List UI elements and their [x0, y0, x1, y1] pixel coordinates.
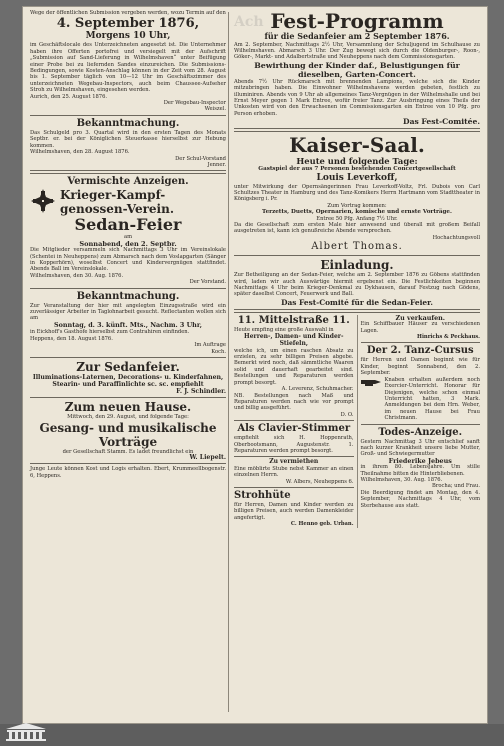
todes-anzeige-date: Wilhelmshaven, 30. Aug. 1876. [360, 476, 443, 483]
gesang-body: der Gesellschaft Stamm. Es ladet freundlichst ein [62, 448, 194, 455]
kaiser-saal-signer: Albert Thomas. [311, 241, 403, 253]
zur-sedanfeier-body: Illuminations-Laternen, Decorations- u. Kinderfahnen, Stearin- und Paraffinlichte sc. sc. empfiehlt [32, 374, 224, 389]
fest-programm-highlight: Bewirthung der Kinder daf., Belustigungen für dieselben, Garten-Concert. [254, 60, 460, 79]
bekanntmachung-2-name: Koch. [211, 348, 226, 355]
kaiser-saal-heute: Heute und folgende Tage: [296, 156, 418, 167]
tanz-cursus-title: Der 2. Tanz-Cursus [366, 345, 474, 357]
kaiser-saal-hochachtung: Hochachtungsvoll [432, 234, 480, 241]
fest-programm-body1: Am 2. September, Nachmittags 2½ Uhr, Versammlung der Schuljugend im Schulhause zu Wilhelmshaven. Abmarsch 3 Uhr. Der Zug bewegt sich durch die Oldenburger-, Roon-, Göker-, Markt- und Adalbertstraße und Neuheppens nach dem Commissionsgarten. [234, 41, 480, 61]
submission-body: im Geschäftslocale des Unterzeichneten angesetzt ist. Die Unternehmer haben ihre Offerten portofrei und versiegelt mit der Aufschrift „Submission auf Sand-Lieferung in Wilhelmshaven“ unter Beifügung einer Probe bei zu liefernden Sandes einzureichen. Die Submissions-Bedingungen, sowie Kosten-Anschlag können in der Zeit vom 28. August bis 1. September täglich von 10—12 Uhr im Geschäftszimmer des unterzeichneten Wegebau-Inspectors, auch beim Chaussee-Aufseher Stroh zu Wilhelmshaven, eingesehen werden. [30, 42, 226, 94]
tanz-cursus-hand-row [361, 377, 481, 422]
bekanntmachung-2-title: Bekanntmachung. [76, 290, 180, 302]
zur-sedanfeier-title: Zur Sedanfeier. [76, 360, 180, 374]
krieger-verein-line2: genossen-Verein. [60, 202, 174, 217]
bekanntmachung-2-signer: Im Auftrage [194, 342, 226, 349]
sedan-feier-body: Die Mitglieder versammeln sich Nachmittags 3 Uhr im Vereinslokale (Schentei in Neuheppens) zum Abmarsch nach dem Voslapgarten (Sänger in Kopperhörn), woselbst Concert und Kindervergnügen stattfindet. Abends Ball im Vereinslokale. [30, 247, 226, 273]
strohhuete-title: Strohhüte [234, 489, 291, 501]
right-lower-left [234, 315, 358, 528]
vermiethen-signer: W. Albers, Neuheppens 6. [285, 478, 354, 485]
vermiethen-title: Zu vermiethen [269, 458, 319, 466]
bekanntmachung-2-body2: in Eickhoff's Gasthofe hierselbst zum Contrahiren einfinden. [30, 329, 190, 336]
zum-neuen-hause-body: Mittwoch, den 29. August, und folgende Tage: [67, 414, 189, 421]
separator [361, 424, 481, 425]
separator [30, 357, 226, 358]
verkaufen-title: Zu verkaufen. [395, 313, 446, 322]
tanz-cursus-body: für Herren und Damen beginnt wie für Kinder, beginnt Sonnabend, den 2. September. [360, 357, 480, 377]
viewer-footer-bar [0, 724, 504, 746]
separator [234, 456, 354, 457]
sedan-feier-signer: Der Vorstand. [189, 279, 226, 286]
kaiser-saal-entree: Entree 50 Pfg. Anfang 7½ Uhr. [316, 215, 398, 222]
bleed-through-text: Ach [234, 14, 264, 30]
verkaufen-body: Ein Schiffbauer Häuser zu verschiedenen Lagen. [360, 321, 480, 334]
bekanntmachung-2-date-line: Heppens, den 18. August 1876. [30, 335, 113, 342]
bekanntmachung-1-date: Wilhelmshaven, den 28. August 1876. [30, 149, 130, 156]
submission-date-line: Aurich, den 25. August 1876. [30, 93, 108, 100]
bekanntmachung-2-date: Sonntag, d. 3. künft. Mts., Nachm. 3 Uhr, [54, 320, 202, 329]
bekanntmachung-2-body: Zur Veranstaltung der hier mit angelegten Einzugsstraße wird ein zuverlässiger Arbeiter in Taglohnarbeit gesucht. Reflectanten wollen sich am [30, 302, 226, 322]
newspaper-page [22, 6, 488, 724]
gesang-title: Gesang- und musikalische Vorträge [39, 420, 217, 449]
kaiser-saal-leverkoff: Louis Leverkoff, [316, 172, 398, 183]
todes-anzeige-body: Gestern Nachmittag 3 Uhr entschlief sanft nach kurzer Krankheit unsere liebe Mutter, Groß- und Schwiegermutter [360, 438, 480, 458]
mittelstrasse-dc: D. O. [340, 411, 354, 418]
separator [30, 288, 226, 289]
mittelstrasse-signer: A. Leverenz, Schuhmacher. [281, 386, 354, 393]
todes-anzeige-body2: in ihrem 80. Lebensjahre. Um stille Theilnahme bitten die Hinterbliebenen. [360, 464, 480, 477]
krieger-verein-line1: Krieger-Kampf- [60, 188, 166, 203]
submission-signer-name: Weiszel. [204, 106, 226, 113]
vermiethen-body: Eine möblirte Stube nebst Kammer an einen einzelnen Herrn. [234, 465, 354, 479]
separator [30, 463, 226, 464]
bekanntmachung-1-signer: Der Schul-Vorstand [175, 155, 226, 162]
mittelstrasse-nb: NB. Bestellungen nach Maß und Reparaturen werden nach wie vor prompt und billig ausgeführt. [234, 392, 354, 412]
separator [234, 420, 354, 421]
separator [234, 255, 480, 256]
submission-time: Morgens 10 Uhr, [85, 31, 171, 42]
right-lower-right [358, 315, 481, 528]
sedan-feier-am: am [123, 234, 132, 241]
separator [234, 487, 354, 488]
right-lower-columns [234, 315, 480, 528]
todes-anzeige-name: Friederike Jebeus [388, 456, 452, 465]
bekanntmachung-1-name: Jenner. [207, 161, 226, 168]
kaiser-saal-publikum: Da die Gesellschaft zum ersten Male hier anwesend und überall mit großem Beifall ausgetreten ist, kann ich genußreiche Abende versprechen. [234, 222, 480, 235]
pointing-hand-icon [361, 377, 383, 387]
strohhuete-body: für Herren, Damen und Kinder werden zu billigen Preisen, auch werden Damenkleider angefertigt. [234, 501, 354, 521]
kaiser-saal-title: Kaiser-Saal. [289, 133, 425, 158]
fest-programm-title: Fest-Programm [270, 9, 444, 33]
strohhuete-signer: C. Henno geb. Urban. [290, 521, 354, 528]
einladung-signer: Das Fest-Comité für die Sedan-Feier. [281, 297, 433, 307]
bekanntmachung-1-title: Bekanntmachung. [76, 117, 180, 129]
einladung-title: Einladung. [320, 258, 394, 273]
kost-logis-notice: Junge Leute können Kost und Logis erhalten. Ebert, Krummeellbogenstr. 6, Heppens. [30, 466, 226, 479]
krieger-verein-header [30, 188, 226, 216]
section-separator [234, 309, 480, 313]
sedan-feier-date-line: Wilhelmshaven, den 30. Aug. 1876. [30, 272, 124, 279]
fest-programm-body2: Abends 7½ Uhr Rückmarsch mit brennenden Lampions, welche sich die Kinder mitzubringen haben. Die Einwohner Wilhelmshavens werden gebeten, festlich zu illuminiren. Abends von 9 Uhr ab allgemeines Tanz-Vergnügen in der Wilhelmshalle und bei Ernst Meyer gegen 1 Mark Entree, wofür freier Tanz. Zur Ausbringung eines Theils der Unkosten wird von den Erwachsenen im Commissionsgarten ein Entree von 10 Pfg. pro Person erhoben. [234, 78, 480, 117]
mittelstrasse-title: 11. Mittelstraße 11. [237, 314, 350, 326]
sedan-feier-date: Sonnabend, den 2. Septbr. [79, 239, 177, 248]
submission-date: 4. September 1876, [56, 16, 200, 32]
separator [361, 342, 481, 343]
iron-cross-icon [30, 188, 56, 214]
library-building-icon [4, 722, 48, 742]
mittelstrasse-body2: welche ich, um einen raschen Absatz zu erzielen, zu sehr billigen Preisen abgebe. Bemerkt wird noch, daß sämmtliche Waaren solid und dauerhaft gearbeitet sind. Bestellungen und Reparaturen werden prompt besorgt. [234, 347, 354, 386]
submission-intro: Wege der öffentlichen Submission vergeben werden, wozu Termin auf den [30, 10, 226, 16]
zur-sedanfeier-signer: F. J. Schindler. [176, 387, 226, 395]
kaiser-saal-programm: Zum Vortrag kommen: [327, 202, 387, 209]
fest-programm-subtitle: für die Sedanfeier am 2 September 1876. [264, 31, 450, 41]
sedan-feier-title: Sedan-Feier [74, 215, 182, 235]
submission-signer-title: Der Wegebau-Inspector [163, 100, 226, 107]
tanz-cursus-body2: Knaben erhalten außerdem noch Exercier-Unterricht. Honorar für Diejenigen, welche schon einmal Unterricht hatten, 3 Mark. Anmeldungen bei dem Hrn. Weber, im neuen Hause bei Frau Christmann. [384, 376, 480, 422]
klavier-body: empfiehlt sich H. Hoppenrath, Oberbootsmann, Augustenstr. 1. Reparaturen werden prompt besorgt. [234, 435, 354, 454]
separator [30, 397, 226, 398]
kaiser-saal-terzetts: Terzetts, Duetts, Opernarien, komische und ernste Vorträge. [262, 209, 452, 216]
bekanntmachung-1-body: Das Schulgeld pro 3. Quartal wird in den ersten Tagen des Monats Septbr. er. bei der Königlichen Steuerkasse hierselbst zur Hebung kommen. [30, 129, 226, 149]
vermischte-anzeigen-title: Vermischte Anzeigen. [67, 176, 189, 188]
todes-anzeige-title: Todes-Anzeige. [378, 426, 463, 438]
mittelstrasse-body: Heute empfing eine große Auswahl in [234, 326, 334, 333]
fest-programm-signer: Das Fest-Comitée. [402, 117, 480, 127]
left-column [30, 10, 226, 479]
section-separator [30, 170, 226, 174]
section-separator [234, 128, 480, 132]
kaiser-saal-body: unter Mitwirkung der Opernsängerinnen Frau Leverkoff-Voltz, Frl. Dubois von Carl Schultzes Theater in Hamburg und des Tanz-Komikers Herrn Hartmann vom Stadttheater in Königsberg i. Pr. [234, 183, 480, 203]
mittelstrasse-stiefel: Herren-, Damen- und Kinder-Stiefeln, [244, 333, 344, 348]
kaiser-saal-gastspiel: Gastspiel der aus 7 Personen bestehenden Concertgesellschaft [258, 166, 456, 173]
separator [30, 115, 226, 116]
verkaufen-signer: Hinrichs & Peckhaus. [417, 334, 480, 341]
todes-anzeige-signer: Brocha; und Frau. [432, 483, 480, 490]
zum-neuen-hause-title: Zum neuen Hause. [64, 400, 192, 415]
einladung-body: Zur Betheiligung an der Sedan-Feier, welche am 2. September 1876 zu Göbens stattfinden wird, laden wir auch Auswärtige hiermit ergebenst ein. Die Festlichkeiten beginnen Nachmittags 4 Uhr beim Krieger-Denkmal zu Dykhausen, darauf Festzug nach Gödens, später daselbst Concert, Feuerwerk und Ball. [234, 272, 480, 298]
todes-anzeige-end: Die Beerdigung findet am Montag, den 4. September, Nachmittags 4 Uhr, vom Sterbehause aus statt. [360, 489, 480, 509]
klavier-title: Als Clavier-Stimmer [237, 423, 351, 435]
gesang-signer: W. Liepelt. [189, 454, 226, 462]
right-column [234, 10, 480, 528]
column-divider [228, 12, 229, 712]
